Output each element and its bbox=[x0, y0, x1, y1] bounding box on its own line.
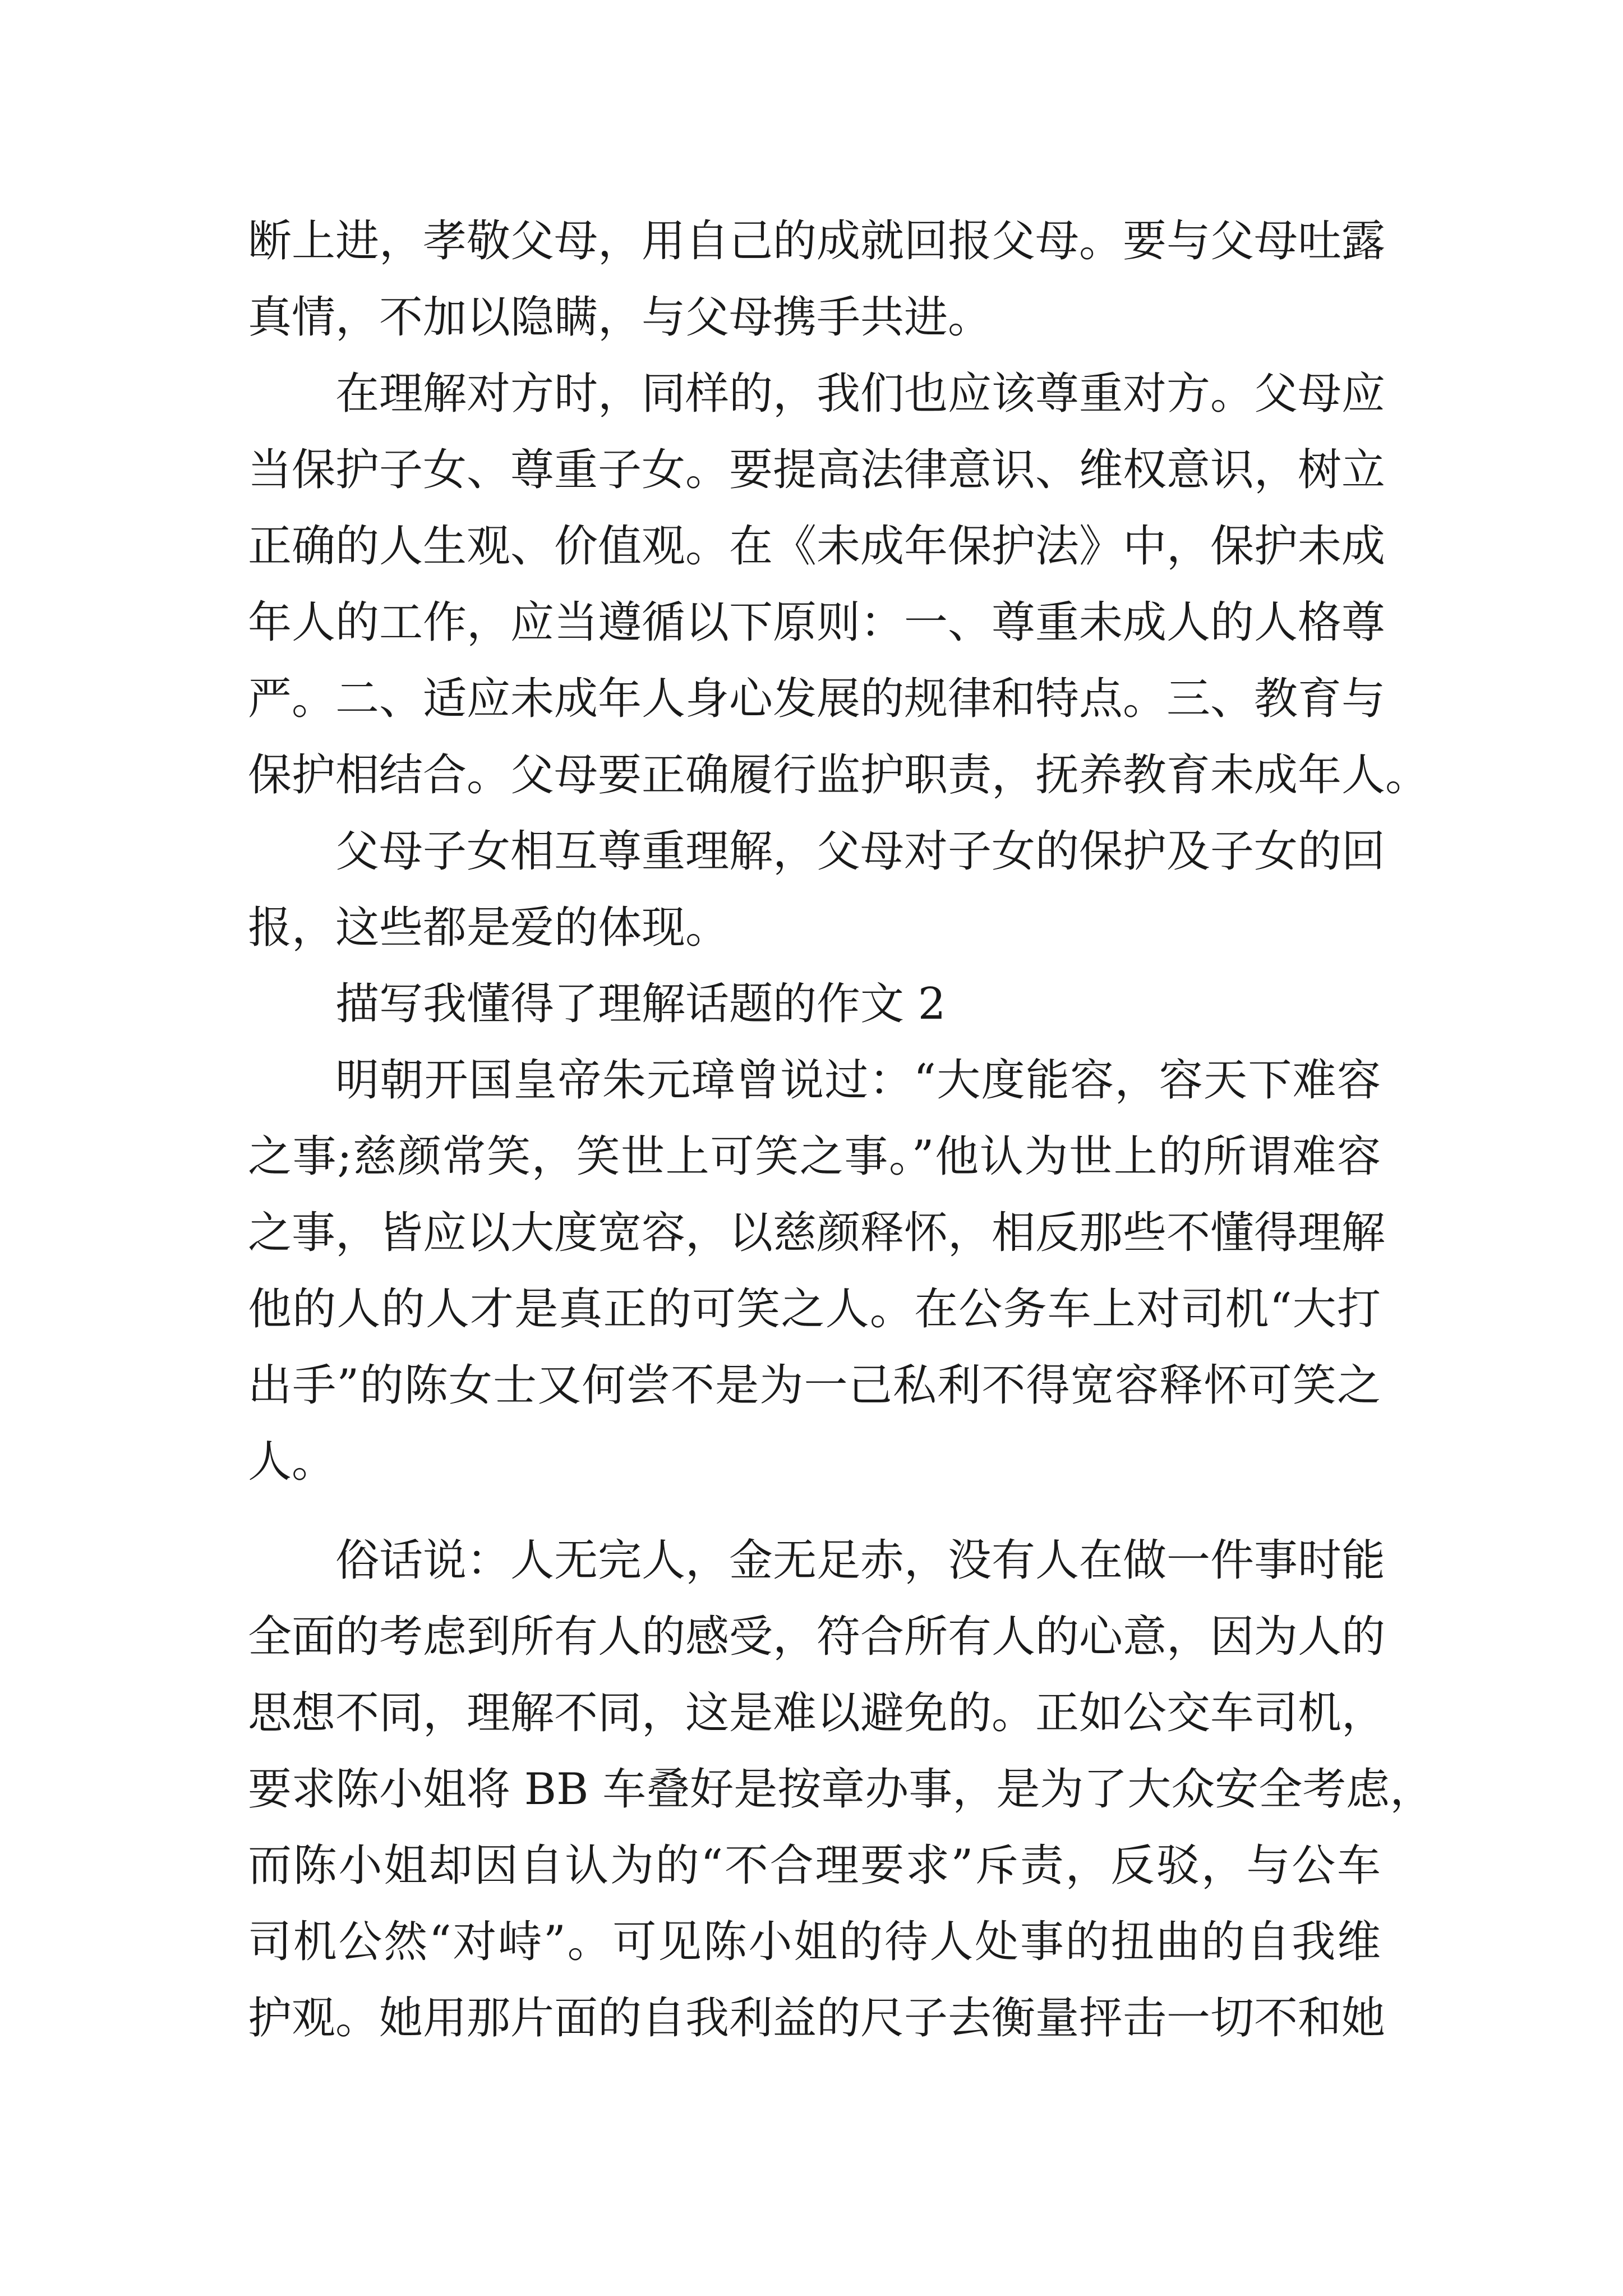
text-line: 年人的工作，应当遵循以下原则：一、尊重未成人的人格尊 bbox=[248, 597, 1386, 648]
text-line: 全面的考虑到所有人的感受，符合所有人的心意，因为人的 bbox=[248, 1612, 1386, 1662]
paragraph-gap bbox=[248, 1500, 1381, 1522]
text-line: 人。 bbox=[248, 1437, 336, 1487]
text-line: 当保护子女、尊重子女。要提高法律意识、维权意识，树立 bbox=[248, 445, 1386, 495]
text-line: 护观。她用那片面的自我利益的尺子去衡量抨击一切不和她 bbox=[248, 1993, 1386, 2044]
text-line: 思想不同，理解不同，这是难以避免的。正如公交车司机， bbox=[248, 1688, 1386, 1738]
text-line: 他的人的人才是真正的可笑之人。在公务车上对司机“大打 bbox=[248, 1284, 1381, 1335]
text-line: 保护相结合。父母要正确履行监护职责，抚养教育未成年人。 bbox=[248, 750, 1430, 800]
section-heading: 描写我懂得了理解话题的作文 2 bbox=[335, 979, 946, 1029]
text-line: 俗话说：人无完人，金无足赤，没有人在做一件事时能 bbox=[335, 1535, 1386, 1586]
text-line: 父母子女相互尊重理解，父母对子女的保护及子女的回 bbox=[335, 826, 1386, 877]
text-line: 真情，不加以隐瞒，与父母携手共进。 bbox=[248, 292, 992, 343]
text-line: 在理解对方时，同样的，我们也应该尊重对方。父母应 bbox=[335, 369, 1386, 419]
text-line: 断上进，孝敬父母，用自己的成就回报父母。要与父母吐露 bbox=[248, 216, 1386, 266]
text-line: 明朝开国皇帝朱元璋曾说过：“大度能容，容天下难容 bbox=[335, 1055, 1381, 1106]
text-line: 之事;慈颜常笑，笑世上可笑之事。”他认为世上的所谓难容 bbox=[248, 1131, 1381, 1182]
text-line: 正确的人生观、价值观。在《未成年保护法》中，保护未成 bbox=[248, 521, 1386, 572]
text-line: 严。二、适应未成年人身心发展的规律和特点。三、教育与 bbox=[248, 674, 1386, 724]
text-line: 要求陈小姐将 BB 车叠好是按章办事，是为了大众安全考虑， bbox=[248, 1764, 1434, 1815]
text-line: 报，这些都是爱的体现。 bbox=[248, 903, 730, 953]
text-line: 出手”的陈女士又何尝不是为一己私利不得宽容释怀可笑之 bbox=[248, 1360, 1381, 1411]
text-line: 司机公然“对峙”。可见陈小姐的待人处事的扭曲的自我维 bbox=[248, 1917, 1381, 1967]
text-line: 之事，皆应以大度宽容，以慈颜释怀，相反那些不懂得理解 bbox=[248, 1208, 1386, 1258]
document-body bbox=[248, 203, 1434, 2056]
text-line: 而陈小姐却因自认为的“不合理要求”斥责，反驳，与公车 bbox=[248, 1841, 1381, 1891]
